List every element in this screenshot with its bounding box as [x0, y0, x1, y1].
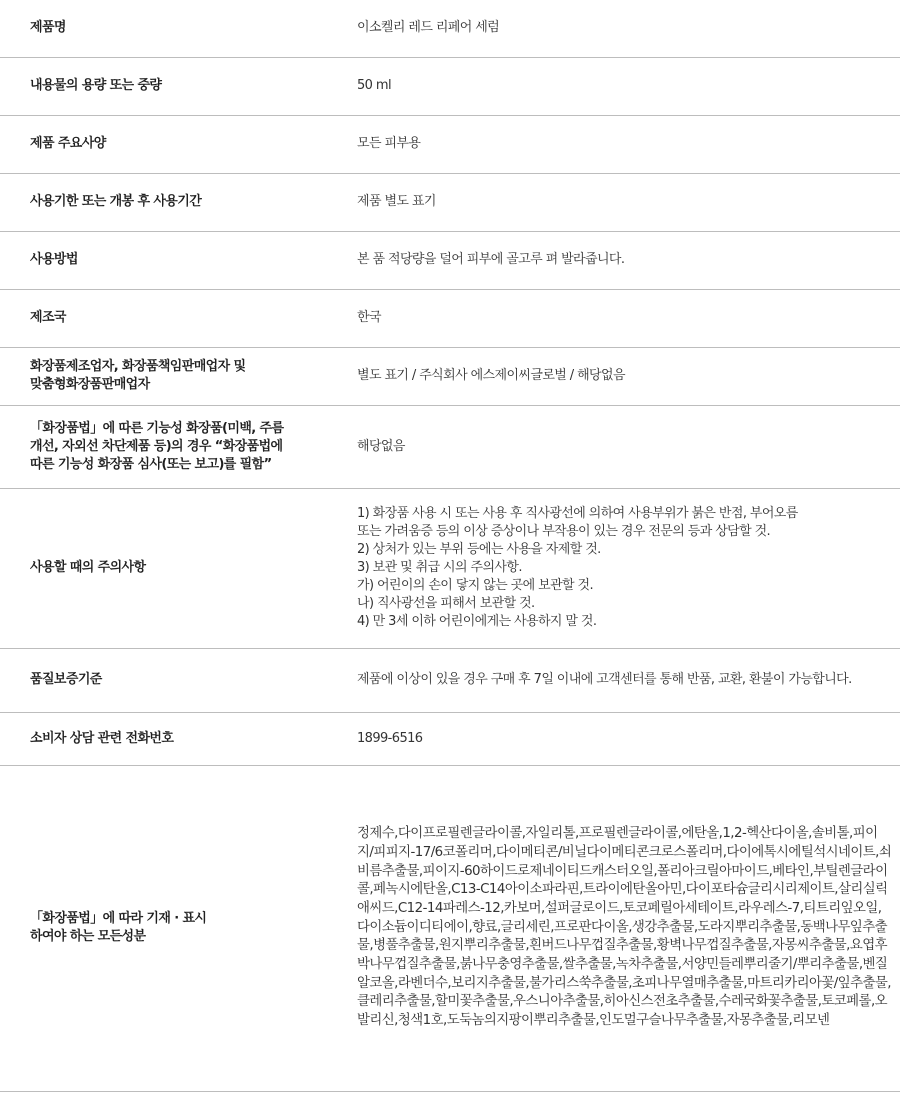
label-origin: 제조국	[0, 289, 357, 347]
label-volume: 내용물의 용량 또는 중량	[0, 57, 357, 115]
label-functional: 「화장품법」에 따른 기능성 화장품(미백, 주름 개선, 자외선 차단제품 등)의 경우 “화장품법에 따른 기능성 화장품 심사(또는 보고)를 필함”	[0, 405, 357, 488]
value-spec: 모든 피부용	[357, 115, 900, 173]
value-expiry: 제품 별도 표기	[357, 173, 900, 231]
label-product-name: 제품명	[0, 0, 357, 57]
value-quality: 제품에 이상이 있을 경우 구매 후 7일 이내에 고객센터를 통해 반품, 교환, 환불이 가능합니다.	[357, 648, 900, 712]
label-usage: 사용방법	[0, 231, 357, 289]
value-manufacturer: 별도 표기 / 주식회사 에스제이씨글로벌 / 해당없음	[357, 347, 900, 405]
value-origin: 한국	[357, 289, 900, 347]
value-volume: 50 ml	[357, 57, 900, 115]
table-row-phone	[0, 712, 900, 765]
label-manufacturer: 화장품제조업자, 화장품책임판매업자 및 맞춤형화장품판매업자	[0, 347, 357, 405]
value-precautions: 1) 화장품 사용 시 또는 사용 후 직사광선에 의하여 사용부위가 붉은 반점, 부어오름 또는 가려움증 등의 이상 증상이나 부작용이 있는 경우 전문의 등과 상담할 것. 2) 상처가 있는 부위 등에는 사용을 자제할 것. 3) 보관 및 취급 시의 주의사항. 가) 어린이의 손이 닿지 않는 곳에 보관할 것. 나) 직사광선을 피해서 보관할 것. 4) 만 3세 이하 어린이에게는 사용하지 말 것.	[357, 488, 900, 648]
table-row-quality	[0, 648, 900, 712]
table-row-manufacturer	[0, 347, 900, 405]
label-quality: 품질보증기준	[0, 648, 357, 712]
label-ingredients: 「화장품법」에 따라 기재 · 표시 하여야 하는 모든성분	[0, 765, 357, 1091]
table-row-ingredients	[0, 765, 900, 1091]
label-spec: 제품 주요사양	[0, 115, 357, 173]
value-functional: 해당없음	[357, 405, 900, 488]
table-row-product-name	[0, 0, 900, 57]
label-expiry: 사용기한 또는 개봉 후 사용기간	[0, 173, 357, 231]
table-row-spec	[0, 115, 900, 173]
label-phone: 소비자 상담 관련 전화번호	[0, 712, 357, 765]
table-row-functional	[0, 405, 900, 488]
value-product-name: 이소켈리 레드 리페어 세럼	[357, 0, 900, 57]
table-row-origin	[0, 289, 900, 347]
label-precautions: 사용할 때의 주의사항	[0, 488, 357, 648]
value-usage: 본 품 적당량을 덜어 피부에 골고루 펴 발라줍니다.	[357, 231, 900, 289]
value-phone: 1899-6516	[357, 712, 900, 765]
table-row-volume	[0, 57, 900, 115]
table-row-expiry	[0, 173, 900, 231]
table-row-precautions	[0, 488, 900, 648]
table-row-usage	[0, 231, 900, 289]
value-ingredients: 정제수,다이프로필렌글라이콜,자일리톨,프로필렌글라이콜,에탄올,1,2-헥산다이올,솔비톨,피이지/피피지-17/6코폴리머,다이메티콘/비닐다이메티콘크로스폴리머,다이에톡시에틸석시네이트,쇠비름추출물,피이지-60하이드로제네이티드캐스터오일,폴리아크릴아마이드,베타인,부틸렌글라이콜,페녹시에탄올,C13-C14아이소파라핀,트라이에탄올아민,다이포타슘글리시리제이트,살리실릭애씨드,C12-14파레스-12,카보머,설퍼글로이드,토코페릴아세테이트,라우레스-7,티트리잎오일,다이소듐이디티에이,향료,글리세린,프로판다이올,생강추출물,도라지뿌리추출물,동백나무잎추출물,병풀추출물,원지뿌리추출물,흰버드나무껍질추출물,황벽나무껍질추출물,자몽씨추출물,요엽후박나무껍질추출물,붉나무충영추출물,쌀추출물,녹차추출물,서양민들레뿌리줄기/뿌리추출물,벤질알코올,라벤더수,보리지추출물,불가리스쑥추출물,초피나무열매추출물,마트리카리아꽃/잎추출물,클레리추출물,할미꽃추출물,우스니아추출물,히아신스전초추출물,수레국화꽃추출물,토코페롤,오발리신,청색1호,도둑놈의지팡이뿌리추출물,인도멀구슬나무추출물,자몽추출물,리모넨	[357, 765, 900, 1091]
